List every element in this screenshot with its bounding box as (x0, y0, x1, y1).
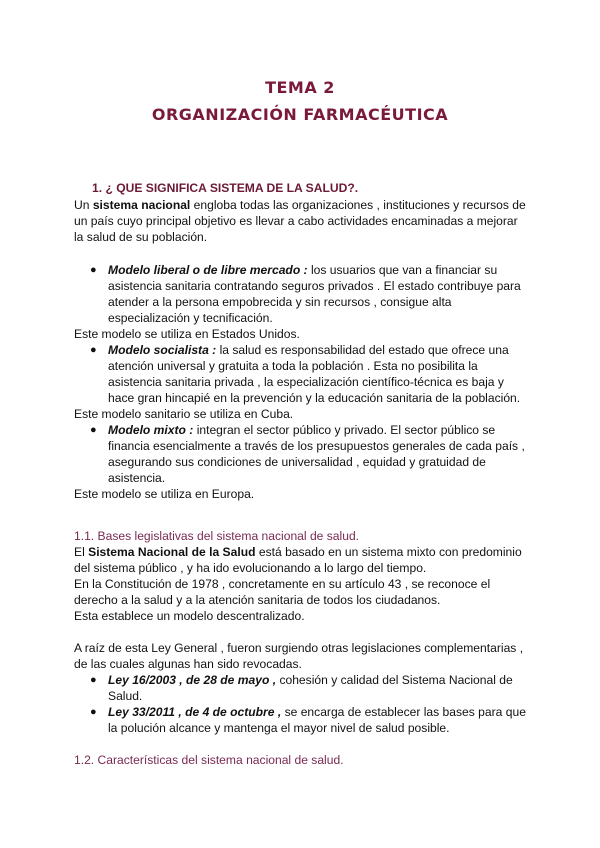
bullet-icon: ● (90, 674, 97, 686)
sns-line-1: El Sistema Nacional de la Salud está basado en un sistema mixto con predominio (74, 545, 522, 559)
model-mixto-line-3: asegurando sus condiciones de universalidad , equidad y gratuidad de (108, 455, 486, 469)
intro-line-1: Un sistema nacional engloba todas las organizaciones , instituciones y recursos de (74, 198, 526, 212)
intro-line-3: la salud de su población. (74, 230, 208, 244)
model-socialista-line-3: asistencia sanitaria privada , la especialización científico-técnica es baja y (108, 375, 504, 389)
bullet-icon: ● (90, 424, 97, 436)
law-33-2011-line-2: la polución alcance y mantenga el mayor nivel de salud posible. (108, 721, 450, 735)
model-liberal-line-4: especialización y tecnificación. (108, 311, 273, 325)
law-33-2011-line-1: Ley 33/2011 , de 4 de octubre , se encarga de establecer las bases para que (108, 705, 526, 719)
ley-general-line-2: de las cuales algunas han sido revocadas. (74, 657, 302, 671)
bullet-icon: ● (90, 264, 97, 276)
section12-heading: 1.2. Características del sistema nacional de salud. (74, 753, 344, 767)
law-16-2003-line-2: Salud. (108, 689, 143, 703)
model-socialista-note: Este modelo sanitario se utiliza en Cuba. (74, 407, 294, 421)
doc-title-line1: TEMA 2 (265, 78, 335, 97)
model-socialista-line-2: atención universal y gratuita a toda la población . Esta no posibilita la (108, 359, 478, 373)
bullet-icon: ● (90, 706, 97, 718)
sns-line-4: derecho a la salud y a la atención sanitaria de todos los ciudadanos. (74, 593, 441, 607)
intro-line-2: un país cuyo principal objetivo es llevar a cabo actividades encaminadas a mejorar (74, 214, 518, 228)
model-liberal-line-1: Modelo liberal o de libre mercado : los usuarios que van a financiar su (108, 263, 498, 277)
model-socialista-line-1: Modelo socialista : la salud es responsabilidad del estado que ofrece una (108, 343, 509, 357)
model-mixto-line-4: asistencia. (108, 471, 166, 485)
law-16-2003-line-1: Ley 16/2003 , de 28 de mayo , cohesión y calidad del Sistema Nacional de (108, 673, 513, 687)
sns-line-5: Esta establece un modelo descentralizado. (74, 609, 305, 623)
sns-line-2: del sistema público , y ha ido evolucionando a lo largo del tiempo. (74, 561, 427, 575)
doc-title-line2: ORGANIZACIÓN FARMACÉUTICA (151, 105, 449, 124)
sns-line-3: En la Constitución de 1978 , concretamente en su artículo 43 , se reconoce el (74, 577, 491, 591)
model-liberal-line-2: asistencia sanitaria contratando seguros privados . El estado contribuye para (108, 279, 521, 293)
model-mixto-line-2: financia esencialmente a través de los presupuestos generales de cada país , (108, 439, 525, 453)
model-socialista-line-4: hace gran hincapié en la prevención y la educación sanitaria de la población. (108, 391, 521, 405)
section11-heading: 1.1. Bases legislativas del sistema nacional de salud. (74, 529, 360, 543)
model-liberal-line-3: atender a la persona empobrecida y sin recursos , consigue alta (108, 295, 452, 309)
model-mixto-note: Este modelo se utiliza en Europa. (74, 487, 255, 501)
section1-heading: 1. ¿ QUE SIGNIFICA SISTEMA DE LA SALUD?. (92, 181, 359, 195)
bullet-icon: ● (90, 344, 97, 356)
ley-general-line-1: A raíz de esta Ley General , fueron surgiendo otras legislaciones complementarias , (74, 641, 524, 655)
model-mixto-line-1: Modelo mixto : integran el sector público y privado. El sector público se (108, 423, 496, 437)
model-liberal-note: Este modelo se utiliza en Estados Unidos. (74, 327, 300, 341)
